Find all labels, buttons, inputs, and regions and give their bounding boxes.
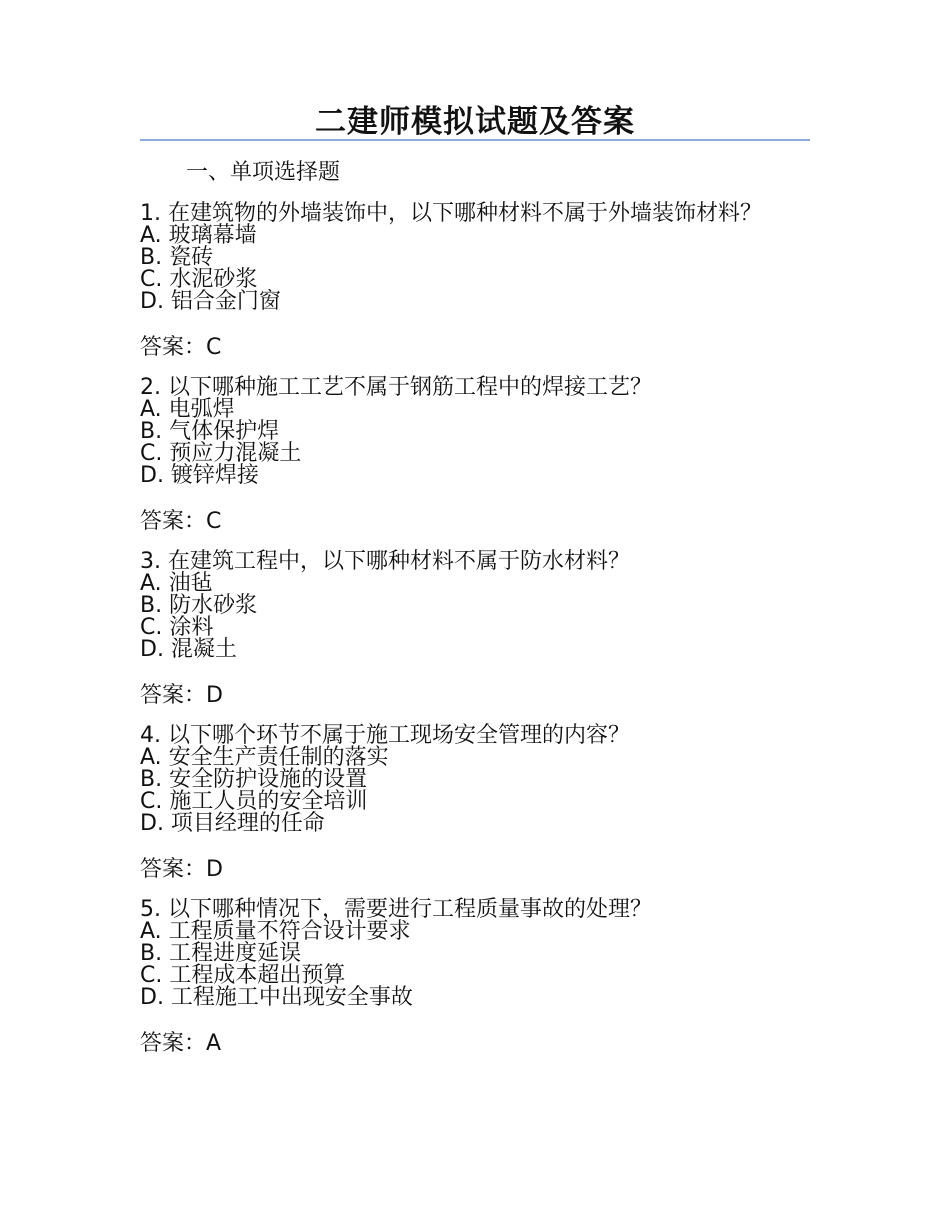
page-title: 二建师模拟试题及答案 <box>315 104 635 140</box>
option-b: B. 气体保护焊 <box>140 419 280 444</box>
question-1 <box>140 203 820 377</box>
section-heading: 一、单项选择题 <box>186 160 341 185</box>
question-3 <box>140 551 820 725</box>
question-stem: 5. 以下哪种情况下，需要进行工程质量事故的处理？ <box>140 897 652 922</box>
option-d: D. 混凝土 <box>140 637 237 662</box>
answer-text: 答案：C <box>140 335 222 360</box>
question-stem: 1. 在建筑物的外墙装饰中，以下哪种材料不属于外墙装饰材料？ <box>140 201 762 226</box>
question-stem: 3. 在建筑工程中，以下哪种材料不属于防水材料？ <box>140 549 630 574</box>
option-a: A. 工程质量不符合设计要求 <box>140 919 411 944</box>
option-c: C. 施工人员的安全培训 <box>140 789 368 814</box>
option-b: B. 工程进度延误 <box>140 941 302 966</box>
option-d: D. 工程施工中出现安全事故 <box>140 985 413 1010</box>
option-c: C. 涂料 <box>140 615 214 640</box>
question-stem: 4. 以下哪个环节不属于施工现场安全管理的内容？ <box>140 723 630 748</box>
option-c: C. 水泥砂浆 <box>140 267 258 292</box>
option-d: D. 铝合金门窗 <box>140 289 281 314</box>
option-a: A. 玻璃幕墙 <box>140 223 257 248</box>
title-underline <box>140 139 810 141</box>
option-b: B. 防水砂浆 <box>140 593 258 618</box>
answer-text: 答案：D <box>140 857 223 882</box>
answer-text: 答案：C <box>140 509 222 534</box>
option-a: A. 油毡 <box>140 571 213 596</box>
option-a: A. 安全生产责任制的落实 <box>140 745 389 770</box>
question-5 <box>140 899 820 1073</box>
option-c: C. 预应力混凝土 <box>140 441 302 466</box>
question-2 <box>140 377 820 551</box>
option-a: A. 电弧焊 <box>140 397 235 422</box>
option-c: C. 工程成本超出预算 <box>140 963 346 988</box>
option-d: D. 镀锌焊接 <box>140 463 259 488</box>
option-b: B. 安全防护设施的设置 <box>140 767 368 792</box>
question-stem: 2. 以下哪种施工工艺不属于钢筋工程中的焊接工艺？ <box>140 375 652 400</box>
option-b: B. 瓷砖 <box>140 245 214 270</box>
question-4 <box>140 725 820 899</box>
option-d: D. 项目经理的任命 <box>140 811 325 836</box>
question-list <box>140 203 820 1073</box>
answer-text: 答案：D <box>140 683 223 708</box>
answer-text: 答案：A <box>140 1031 222 1056</box>
